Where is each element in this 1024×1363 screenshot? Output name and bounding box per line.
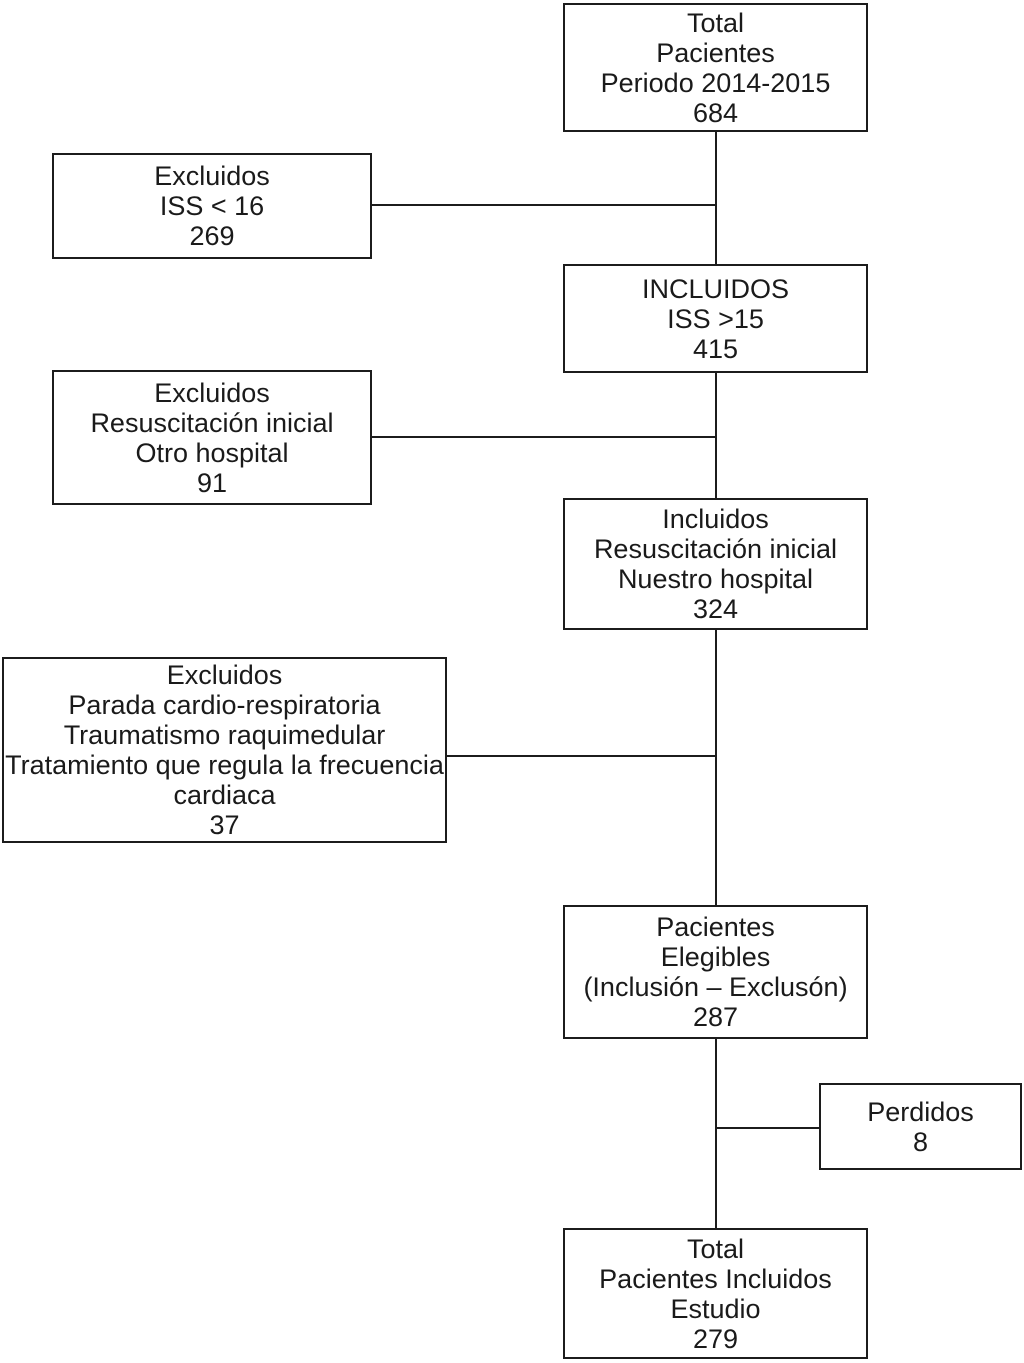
- connector-lost-branch: [717, 1127, 819, 1129]
- box-count: 91: [196, 467, 228, 498]
- box-total-patients: [563, 3, 868, 132]
- box-count: 287: [692, 1002, 739, 1032]
- connector-eligible-to-study-total: [715, 1039, 717, 1228]
- connector-excluded-iss-branch: [372, 204, 715, 206]
- box-excluded-iss: [52, 153, 372, 259]
- connector-included-iss-to-resuscitation: [715, 373, 717, 498]
- box-count: 37: [209, 810, 240, 840]
- box-text-line: ISS < 16: [159, 191, 265, 221]
- box-text-line: Excluidos: [154, 377, 270, 408]
- box-text-line: Tratamiento que regula la frecuencia: [5, 750, 444, 780]
- box-text-line: Total: [686, 1233, 745, 1264]
- box-included-iss: [563, 264, 868, 373]
- box-eligible-patients: [563, 905, 868, 1039]
- connector-total-to-included-iss: [715, 132, 717, 264]
- box-excluded-other-causes: [2, 657, 447, 843]
- box-text-line: Pacientes: [656, 37, 775, 68]
- box-count: 415: [692, 333, 739, 364]
- connector-excluded-resuscitation-branch: [372, 436, 715, 438]
- connector-resuscitation-to-eligible: [715, 630, 717, 905]
- box-text-line: INCLUIDOS: [641, 273, 790, 304]
- box-text-line: Nuestro hospital: [617, 564, 814, 594]
- box-text-line: Otro hospital: [135, 437, 289, 468]
- box-text-line: Resuscitación inicial: [593, 534, 838, 564]
- box-count: 269: [189, 221, 235, 251]
- box-excluded-initial-resuscitation: [52, 370, 372, 505]
- box-text-line: Perdidos: [867, 1096, 974, 1127]
- box-text-line: Total: [686, 7, 745, 38]
- box-text-line: Elegibles: [660, 942, 771, 972]
- box-text-line: ISS >15: [667, 303, 764, 334]
- box-text-line: Traumatismo raquimedular: [63, 720, 386, 750]
- box-text-line: Resuscitación inicial: [90, 407, 334, 438]
- connector-excluded-other-branch: [447, 755, 715, 757]
- box-study-total: [563, 1228, 868, 1359]
- box-count: 684: [692, 97, 739, 128]
- box-text-line: Pacientes Incluidos: [599, 1263, 832, 1294]
- box-text-line: Excluidos: [166, 660, 283, 690]
- box-text-line: cardiaca: [173, 780, 276, 810]
- box-included-initial-resuscitation: [563, 498, 868, 630]
- box-text-line: (Inclusión – Exclusón): [583, 972, 848, 1002]
- box-text-line: Periodo 2014-2015: [600, 67, 831, 98]
- box-text-line: Estudio: [670, 1293, 761, 1324]
- box-count: 8: [912, 1126, 929, 1157]
- box-count: 324: [692, 594, 739, 624]
- box-text-line: Pacientes: [656, 912, 775, 942]
- box-text-line: Excluidos: [154, 161, 270, 191]
- box-lost-patients: [819, 1083, 1022, 1170]
- box-count: 279: [692, 1323, 739, 1354]
- box-text-line: Incluidos: [662, 504, 769, 534]
- box-text-line: Parada cardio-respiratoria: [68, 690, 381, 720]
